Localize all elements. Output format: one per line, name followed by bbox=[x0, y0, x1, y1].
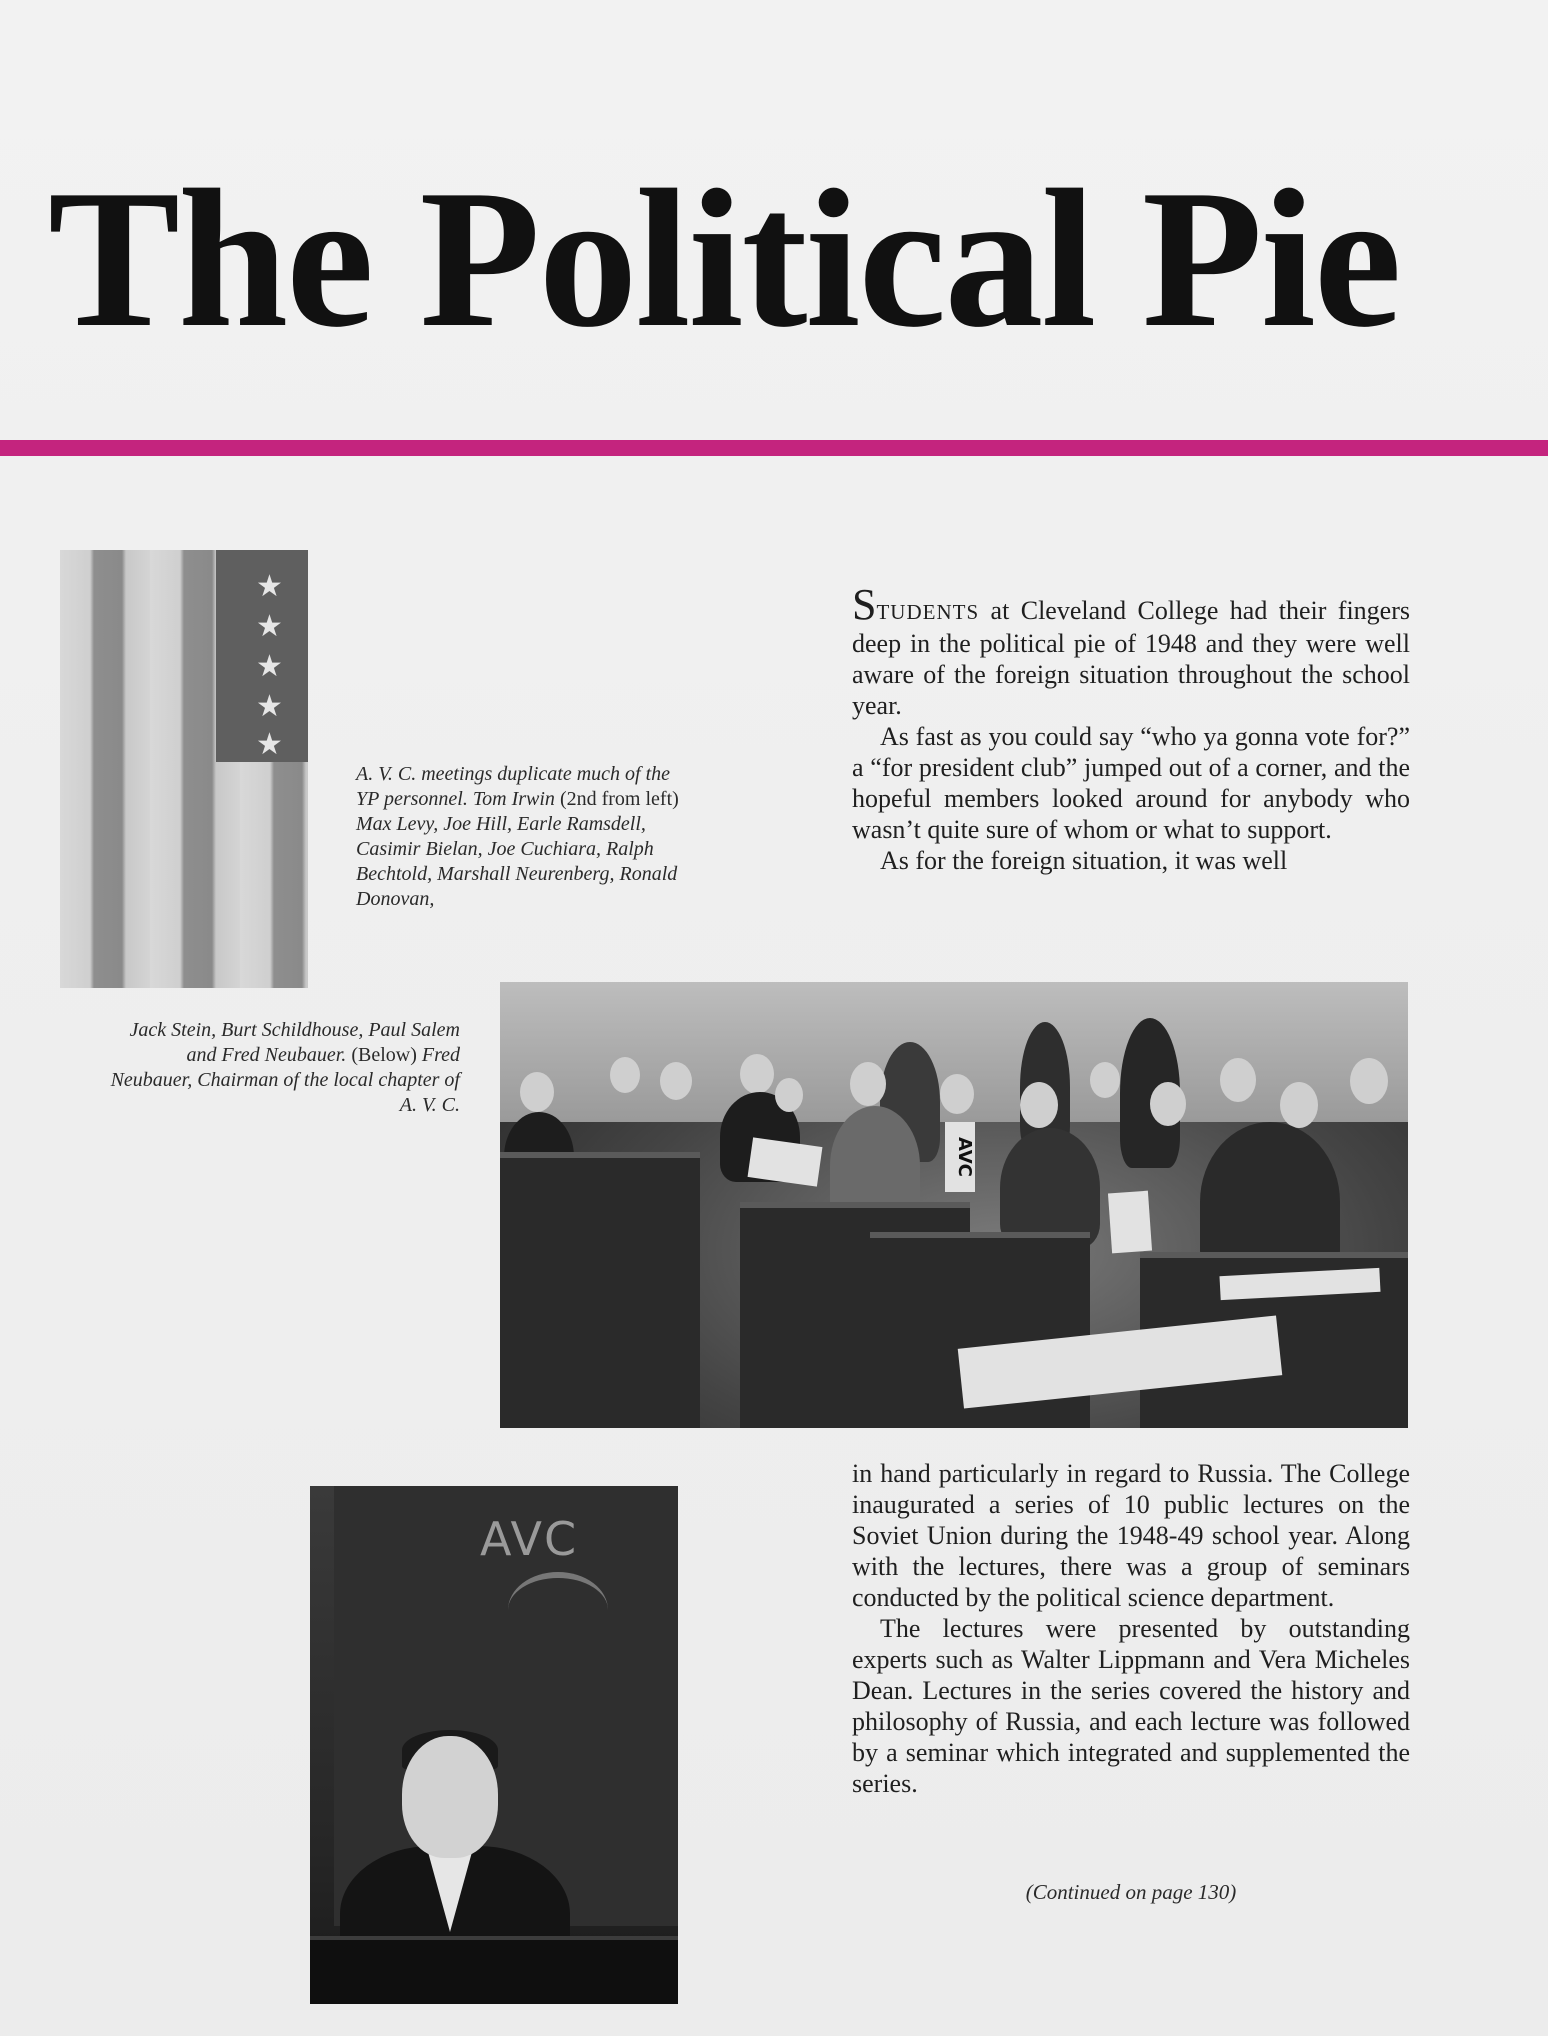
flag-canton bbox=[216, 550, 308, 762]
student-face bbox=[940, 1074, 974, 1114]
student-face bbox=[1090, 1062, 1120, 1098]
drop-cap: S bbox=[852, 580, 877, 629]
student-face bbox=[740, 1054, 774, 1094]
eagle-drawing bbox=[508, 1572, 608, 1648]
student-face bbox=[520, 1072, 554, 1112]
student-face bbox=[850, 1062, 886, 1106]
flag-photo bbox=[60, 550, 308, 988]
caption-text: Fred Neubauer, Chairman of the local chapter of A. V. C. bbox=[110, 1044, 460, 1116]
continued-note: (Continued on page 130) bbox=[1025, 1880, 1237, 1904]
student-face bbox=[1150, 1082, 1186, 1126]
table bbox=[310, 1936, 678, 2004]
star-icon: ★ bbox=[256, 727, 283, 762]
student-face bbox=[660, 1062, 692, 1100]
student-face bbox=[775, 1078, 803, 1112]
lead-caps: TUDENTS bbox=[876, 600, 980, 624]
article-paragraph-3-cont: in hand particularly in regard to Russia. The College inaugurated a series of 10 public lectures on the Soviet Union during the 1948-49 school year. Along with the lectures, there was a group of seminars conducted by the political science department. bbox=[852, 1459, 1410, 1612]
article-paragraph-4: The lectures were presented by outstanding experts such as Walter Lippmann and Vera Micheles Dean. Lectures in the series covered the history and philosophy of Russia, and each lecture was followed by a seminar which integrated and supplemented the series. bbox=[852, 1614, 1410, 1798]
star-icon: ★ bbox=[256, 609, 283, 644]
magenta-rule bbox=[0, 440, 1548, 456]
student-face bbox=[1020, 1082, 1058, 1128]
pamphlet bbox=[1108, 1191, 1152, 1254]
photo-caption-top bbox=[356, 762, 696, 912]
page-title: The Political Pie bbox=[48, 149, 1400, 368]
caption-note: (Below) bbox=[351, 1044, 417, 1066]
chalk-text: AVC bbox=[480, 1512, 579, 1566]
caption-name: Tom Irwin bbox=[472, 788, 555, 810]
student-face bbox=[1280, 1082, 1318, 1128]
student bbox=[1000, 1128, 1100, 1248]
student-face bbox=[1220, 1058, 1256, 1102]
classroom-photo bbox=[500, 982, 1408, 1428]
article-column-top bbox=[852, 580, 1410, 876]
star-icon: ★ bbox=[256, 649, 283, 684]
article-column-bottom bbox=[852, 1458, 1410, 1799]
caption-names: Max Levy, Joe Hill, Earle Ramsdell, Casimir Bielan, Joe Cuchiara, Ralph Bechtold, Marshall Neurenberg, Ronald Donovan, bbox=[356, 813, 678, 910]
student-face bbox=[1350, 1058, 1388, 1104]
photo-caption-bottom bbox=[100, 1018, 460, 1118]
avc-sign: AVC bbox=[945, 1122, 975, 1192]
article-paragraph-1 bbox=[852, 580, 1410, 721]
desk bbox=[500, 1152, 700, 1428]
student-face bbox=[610, 1057, 640, 1093]
caption-text: Jack Stein, Burt Schildhouse, Paul Salem and Fred Neubauer. bbox=[129, 1019, 460, 1066]
caption-note: (2nd from left) bbox=[559, 788, 679, 810]
person-head bbox=[402, 1736, 498, 1858]
article-paragraph-2: As fast as you could say “who ya gonna vote for?” a “for president club” jumped out of a corner, and the hopeful members looked around for anybody who wasn’t quite sure of whom or what to support. bbox=[852, 722, 1410, 844]
star-icon: ★ bbox=[256, 689, 283, 724]
paragraph-text: at Cleveland College had their fingers deep in the political pie of 1948 and they were well aware of the foreign situation throughout the school year. bbox=[852, 596, 1410, 720]
article-paragraph-3-start: As for the foreign situation, it was well bbox=[880, 846, 1288, 875]
star-icon: ★ bbox=[256, 569, 283, 604]
chairman-portrait-photo bbox=[310, 1486, 678, 2004]
caption-text: A. V. C. meetings duplicate much of the YP personnel. bbox=[356, 763, 671, 810]
